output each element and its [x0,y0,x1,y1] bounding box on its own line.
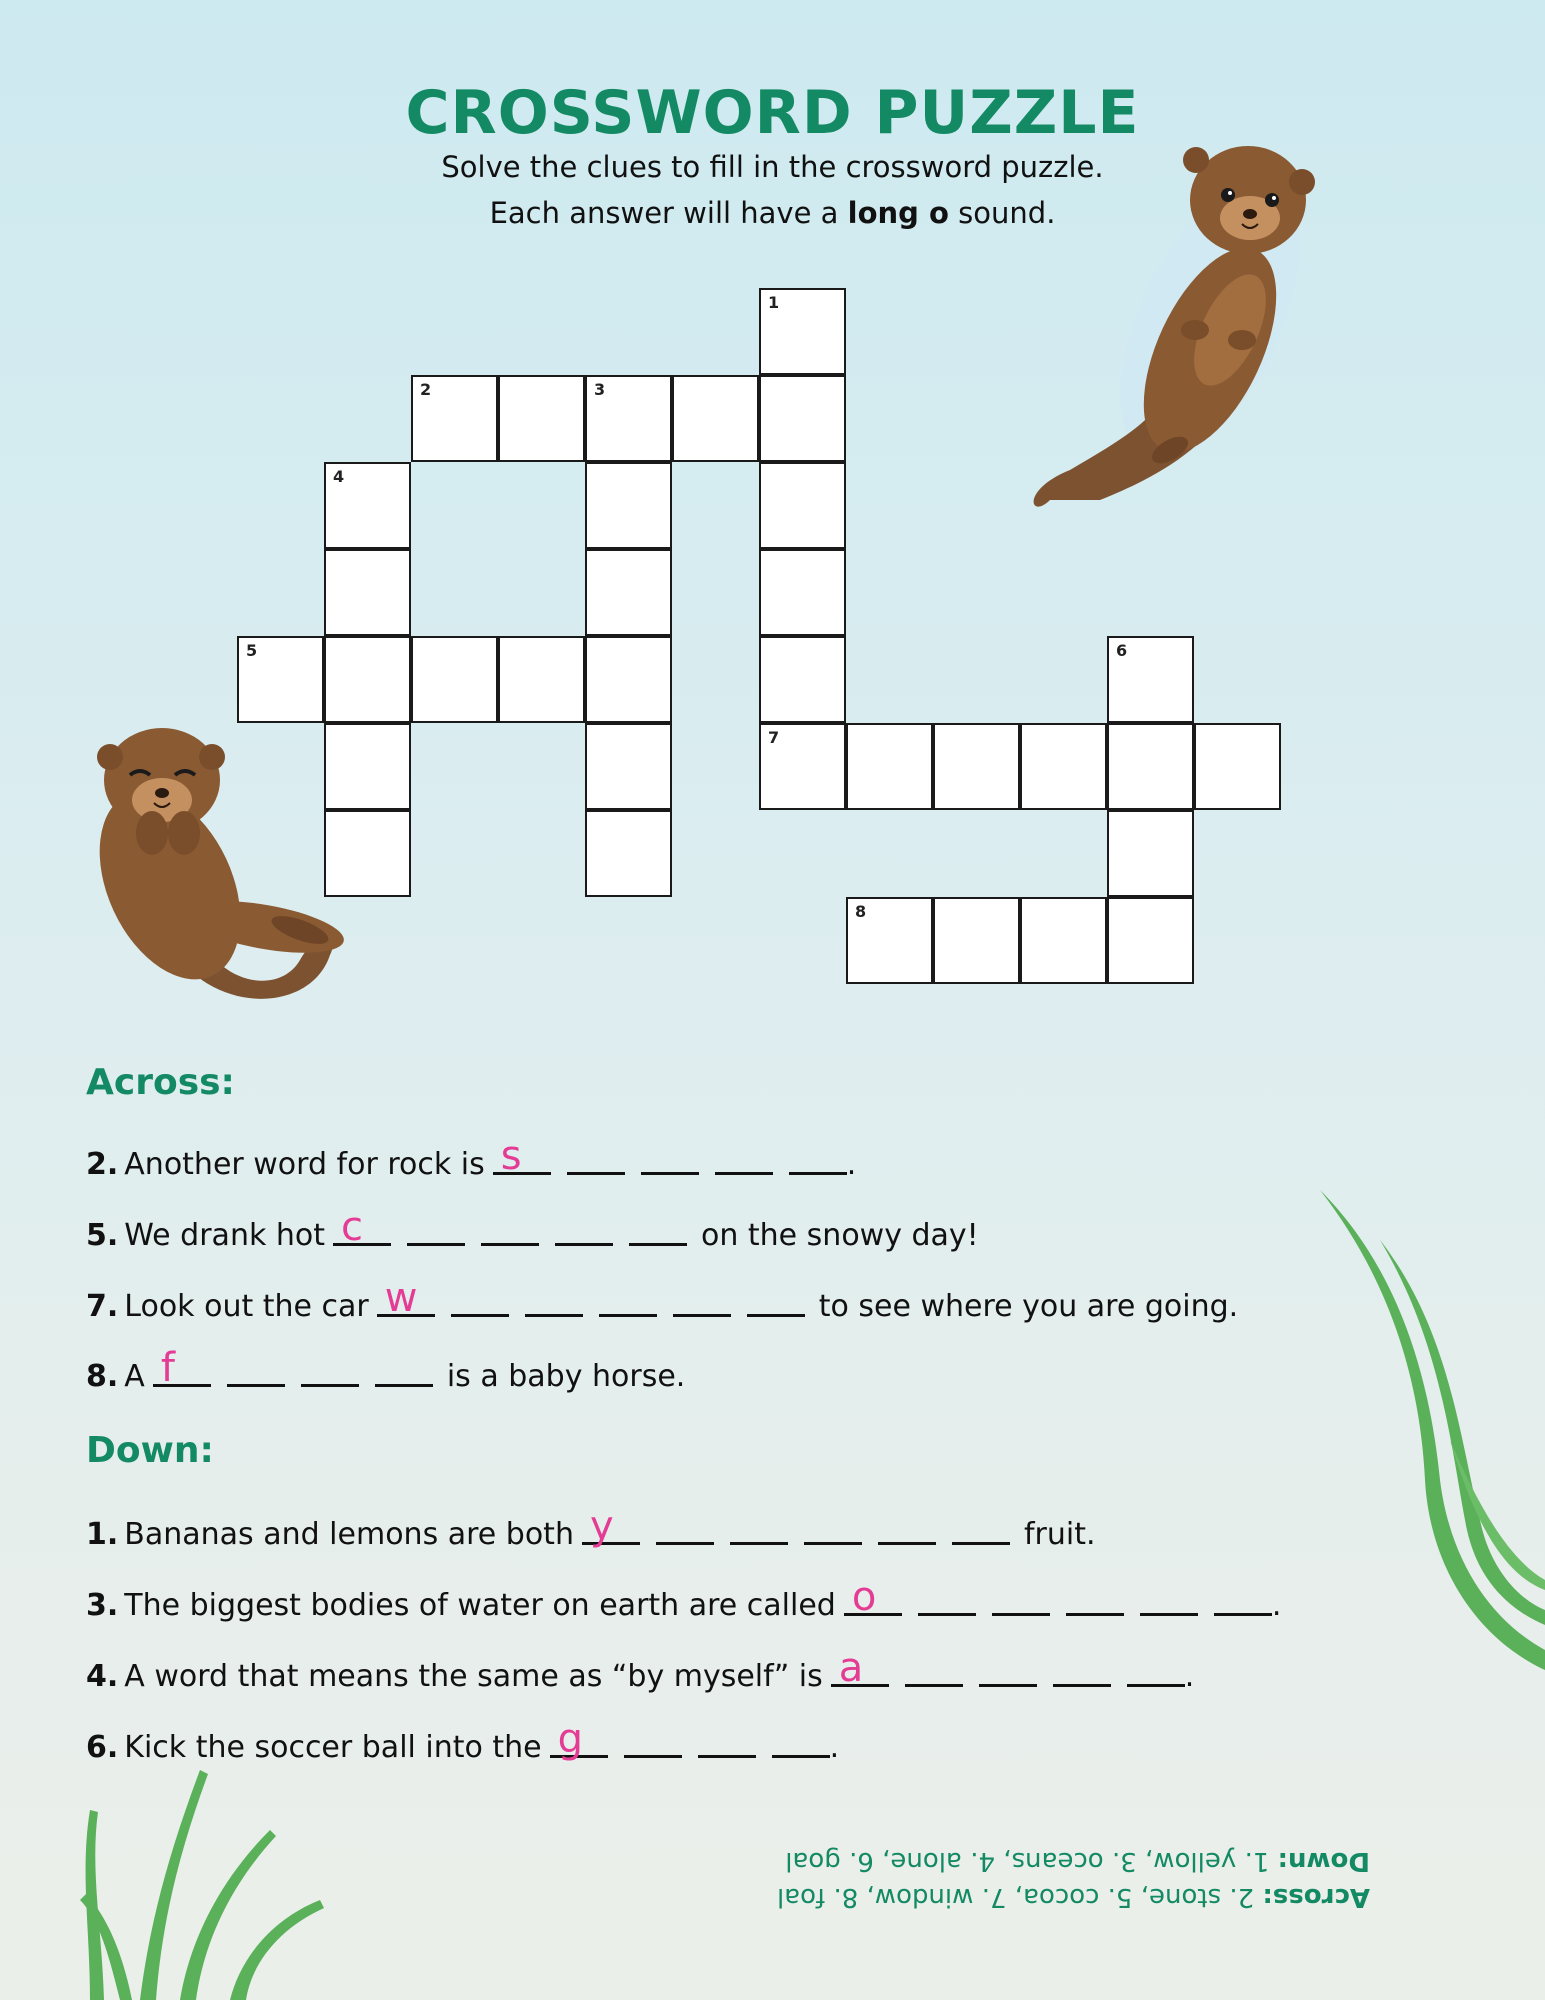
answer-blank[interactable] [451,1270,509,1317]
grid-cell[interactable] [759,375,846,462]
clue-number: 2. [86,1147,119,1182]
grid-cell[interactable] [585,462,672,549]
answer-blank[interactable] [992,1569,1050,1616]
clue-text: We drank hot [124,1218,325,1253]
grid-cell[interactable] [498,636,585,723]
across-clue-2 [86,1130,856,1182]
answer-blank[interactable] [333,1199,391,1250]
across-clue-5 [86,1201,979,1253]
clue-end: is a baby horse. [446,1359,686,1394]
clue-number-1: 1 [768,293,780,312]
answer-key-down: Down: 1. yellow, 3. oceans, 4. alone, 6. goal [785,1846,1370,1876]
clue-end: . [1271,1588,1282,1623]
grid-cell[interactable] [411,636,498,723]
grid-cell[interactable] [324,549,411,636]
clue-number: 4. [86,1659,119,1694]
answer-blank[interactable] [789,1128,847,1175]
grid-cell[interactable] [759,723,846,810]
clue-text: Another word for rock is [124,1147,485,1182]
first-letter: a [838,1645,864,1691]
clue-end: . [829,1730,840,1765]
grid-cell[interactable] [1107,723,1194,810]
answer-blank[interactable] [772,1711,830,1758]
instructions-line-2: Each answer will have a long o sound. [489,196,1056,230]
otter-happy-illustration [50,715,360,1035]
grid-cell[interactable] [846,897,933,984]
grid-cell[interactable] [585,549,672,636]
first-letter: c [341,1204,363,1250]
across-clue-8 [86,1342,685,1394]
answer-blank[interactable] [641,1128,699,1175]
answer-blank[interactable] [567,1128,625,1175]
answer-blank[interactable] [624,1711,682,1758]
clue-number: 5. [86,1218,119,1253]
grid-cell[interactable] [324,636,411,723]
answer-key-upside-down [670,1840,1370,1918]
answer-blank[interactable] [525,1270,583,1317]
answer-blank[interactable] [804,1498,862,1545]
down-clue-3 [86,1571,1281,1623]
answer-blank[interactable] [599,1270,657,1317]
grid-cell[interactable] [585,723,672,810]
grid-cell[interactable] [585,375,672,462]
clue-number-3: 3 [594,380,606,399]
clue-text: Look out the car [124,1289,369,1324]
seaweed-left-illustration [80,1770,340,2000]
answer-blank[interactable] [878,1498,936,1545]
grid-cell[interactable] [585,810,672,897]
answer-blank[interactable] [698,1711,756,1758]
clue-text: Bananas and lemons are both [124,1517,574,1552]
first-letter: s [500,1133,522,1179]
grid-cell[interactable] [672,375,759,462]
clue-number-6: 6 [1116,641,1128,660]
clue-end: to see where you are going. [818,1289,1239,1324]
grid-cell[interactable] [759,288,846,375]
answer-blank[interactable] [153,1340,211,1391]
clue-text: Kick the soccer ball into the [124,1730,542,1765]
clue-number-8: 8 [855,902,867,921]
answer-blank[interactable] [1214,1569,1272,1616]
grid-cell[interactable] [933,723,1020,810]
grid-cell[interactable] [1020,897,1107,984]
across-clue-7 [86,1272,1238,1324]
first-letter: w [384,1275,418,1321]
otter-floating-illustration [1010,140,1340,540]
grid-cell[interactable] [759,636,846,723]
answer-blank[interactable] [375,1340,433,1387]
grid-cell[interactable] [1107,636,1194,723]
answer-blank[interactable] [730,1498,788,1545]
first-letter: f [160,1345,175,1391]
across-heading: Across: [86,1062,235,1103]
answer-blank[interactable] [747,1270,805,1317]
answer-key-across: Across: 2. stone, 5. cocoa, 7. window, 8. foal [776,1882,1370,1912]
first-letter: g [557,1716,584,1762]
clue-number-5: 5 [246,641,258,660]
down-clue-6 [86,1713,839,1765]
answer-blank[interactable] [481,1199,539,1246]
grid-cell[interactable] [1107,810,1194,897]
grid-cell[interactable] [1107,897,1194,984]
answer-blank[interactable] [629,1199,687,1246]
clue-end: . [1184,1659,1195,1694]
clue-number-2: 2 [420,380,432,399]
answer-blank[interactable] [831,1640,889,1691]
answer-blank[interactable] [493,1128,551,1179]
seaweed-right-illustration [1310,1180,1545,1700]
instructions-line-1: Solve the clues to fill in the crossword puzzle. [441,150,1104,184]
answer-blank[interactable] [979,1640,1037,1687]
answer-blank[interactable] [555,1199,613,1246]
answer-blank[interactable] [715,1128,773,1175]
answer-blank[interactable] [301,1340,359,1387]
grid-cell[interactable] [498,375,585,462]
answer-blank[interactable] [844,1569,902,1620]
clue-number: 6. [86,1730,119,1765]
answer-blank[interactable] [1066,1569,1124,1616]
clue-end: fruit. [1023,1517,1096,1552]
clue-text: The biggest bodies of water on earth are called [124,1588,836,1623]
grid-cell[interactable] [411,375,498,462]
answer-blank[interactable] [1127,1640,1185,1687]
grid-cell[interactable] [324,462,411,549]
down-heading: Down: [86,1430,214,1471]
clue-text: A word that means the same as “by myself” is [124,1659,823,1694]
answer-blank[interactable] [905,1640,963,1687]
clue-end: . [846,1147,857,1182]
clue-number-7: 7 [768,728,780,747]
answer-blank[interactable] [377,1270,435,1321]
grid-cell[interactable] [585,636,672,723]
clue-number: 1. [86,1517,119,1552]
clue-text: A [124,1359,145,1394]
answer-blank[interactable] [582,1498,640,1549]
first-letter: o [851,1574,877,1620]
grid-cell[interactable] [1020,723,1107,810]
answer-blank[interactable] [550,1711,608,1762]
grid-cell[interactable] [759,549,846,636]
long-o-emphasis: long o [847,196,949,230]
clue-number: 7. [86,1289,119,1324]
clue-number: 8. [86,1359,119,1394]
answer-blank[interactable] [1140,1569,1198,1616]
grid-cell[interactable] [933,897,1020,984]
answer-blank[interactable] [918,1569,976,1616]
down-clue-4 [86,1642,1194,1694]
answer-blank[interactable] [1053,1640,1111,1687]
down-clue-1 [86,1500,1096,1552]
clue-number: 3. [86,1588,119,1623]
grid-cell[interactable] [759,462,846,549]
grid-cell[interactable] [1194,723,1281,810]
page-title: CROSSWORD PUZZLE [405,78,1140,148]
answer-blank[interactable] [227,1340,285,1387]
grid-cell[interactable] [237,636,324,723]
answer-blank[interactable] [407,1199,465,1246]
answer-blank[interactable] [656,1498,714,1545]
clue-end: on the snowy day! [701,1218,979,1253]
grid-cell[interactable] [846,723,933,810]
clue-number-4: 4 [333,467,345,486]
first-letter: y [589,1503,614,1549]
answer-blank[interactable] [673,1270,731,1317]
answer-blank[interactable] [952,1498,1010,1545]
